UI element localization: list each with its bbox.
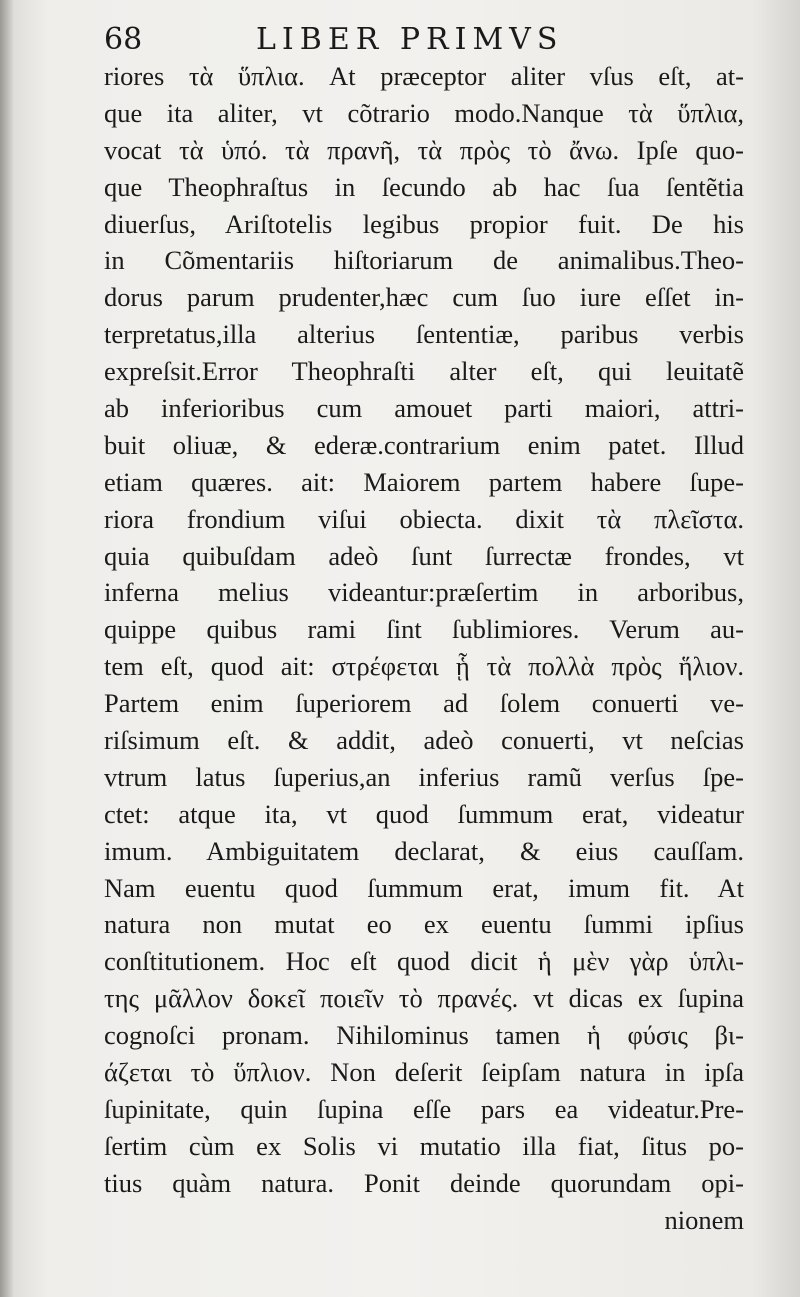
text-line: cognoſci pronam. Nihilominus tamen ἡ φύσις βι- <box>104 1020 744 1051</box>
text-line: ctet: atque ita, vt quod ſummum erat, videatur <box>104 798 744 829</box>
text-line: conſtitutionem. Hoc eſt quod dicit ἡ μὲν γὰρ ὑπλι- <box>104 946 744 977</box>
running-header <box>104 18 744 62</box>
text-line: terpretatus,illa alterius ſententiæ, paribus verbis <box>104 319 744 350</box>
text-line: quippe quibus rami ſint ſublimiores. Verum au- <box>104 614 744 645</box>
running-title: LIBER PRIMVS <box>256 22 564 57</box>
text-line: que ita aliter, vt cõtrario modo.Nanque τὰ ὕπλια, <box>104 97 744 128</box>
text-line: expreſsit.Error Theophraſti alter eſt, qui leuitatẽ <box>104 356 744 387</box>
text-line: vocat τὰ ὑπό. τὰ πρανῆ, τὰ πρὸς τὸ ἄνω. Ipſe quo- <box>104 134 744 165</box>
text-line: άζεται τὸ ὕπλιον. Non deſerit ſeipſam natura in ipſa <box>104 1057 744 1088</box>
gutter-shadow <box>0 0 14 1297</box>
text-line: Partem enim ſuperiorem ad ſolem conuerti ve- <box>104 688 744 719</box>
text-line: etiam quæres. ait: Maiorem partem habere ſupe- <box>104 466 744 497</box>
text-line: inferna melius videantur:præſertim in arboribus, <box>104 577 744 608</box>
text-line: natura non mutat eo ex euentu ſummi ipſius <box>104 909 744 940</box>
text-line: ſupinitate, quin ſupina eſſe pars ea videatur.Pre- <box>104 1093 744 1124</box>
text-line: vtrum latus ſuperius,an inferius ramũ verſus ſpe- <box>104 761 744 792</box>
text-line: riores τὰ ὕπλια. At præceptor aliter vſus eſt, at- <box>104 61 744 91</box>
text-line: riora frondium viſui obiecta. dixit τὰ πλεῖστα. <box>104 503 744 534</box>
text-line: tem eſt, quod ait: στρέφεται ᾗ τὰ πολλὰ πρὸς ἥλιον. <box>104 651 744 682</box>
text-line: ab inferioribus cum amouet parti maiori, attri- <box>104 393 744 424</box>
text-line: buit oliuæ, & ederæ.contrarium enim patet. Illud <box>104 429 744 460</box>
catchword: nionem <box>664 1204 744 1235</box>
text-line: imum. Ambiguitatem declarat, & eius cauſſam. <box>104 835 744 866</box>
text-line: in Cõmentariis hiſtoriarum de animalibus.Theo- <box>104 245 744 276</box>
text-line: της μᾶλλον δοκεῖ ποιεῖν τὸ πρανές. vt dicas ex ſupina <box>104 983 744 1014</box>
text-line: riſsimum eſt. & addit, adeò conuerti, vt neſcias <box>104 725 744 756</box>
text-line: diuerſus, Ariſtotelis legibus propior fuit. De his <box>104 208 744 239</box>
text-line: dorus parum prudenter,hæc cum ſuo iure eſſet in- <box>104 282 744 313</box>
body-text <box>104 58 744 1239</box>
text-line: ſertim cùm ex Solis vi mutatio illa fiat, ſitus po- <box>104 1130 744 1161</box>
page-number: 68 <box>104 22 143 57</box>
text-line: Nam euentu quod ſummum erat, imum fit. At <box>104 872 744 903</box>
text-line: quia quibuſdam adeò ſunt ſurrectæ frondes, vt <box>104 540 744 571</box>
text-line: que Theophraſtus in ſecundo ab hac ſua ſentẽtia <box>104 171 744 202</box>
text-line: tius quàm natura. Ponit deinde quorundam opi- <box>104 1167 744 1198</box>
